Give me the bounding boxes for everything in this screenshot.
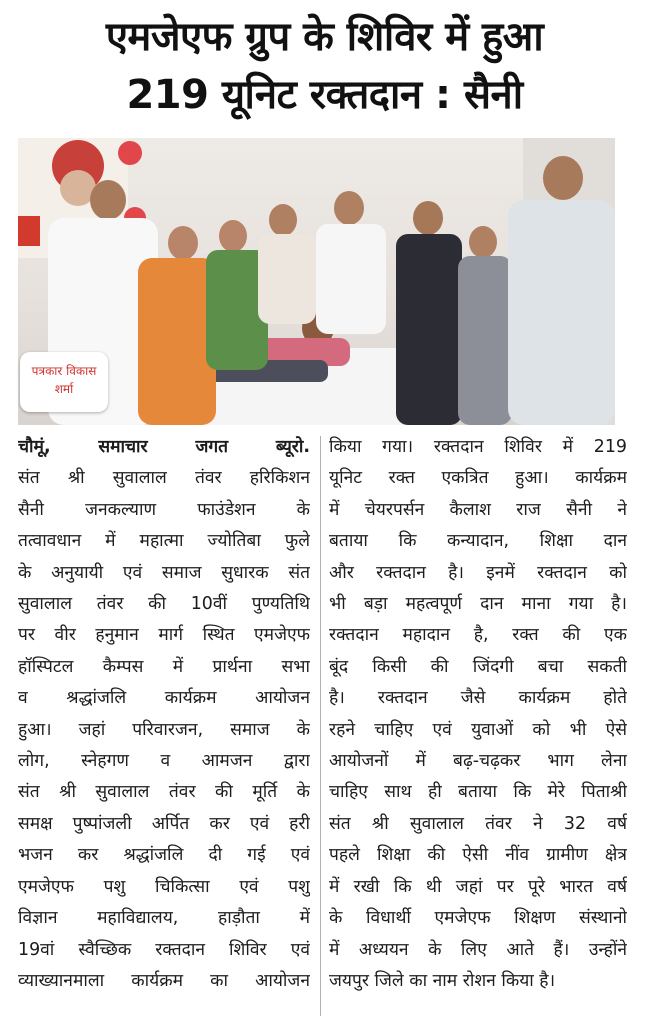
article-body [18,432,633,1024]
balloon-red [118,141,142,165]
article-line: भी बड़ा महत्वपूर्ण दान माना गया है। [329,594,627,615]
article-line: हॉस्पिटल कैम्पस में प्रार्थना सभा [18,656,310,677]
article-line: बूंद किसी की जिंदगी बचा सकती [329,656,627,677]
article-line: और रक्तदान है। इनमें रक्तदान को [329,562,627,583]
article-line: में रखी कि थी जहां पर पूरे भारत वर्ष [329,876,627,897]
article-line: व्याख्यानमाला कार्यक्रम का आयोजन [18,970,310,991]
headline [0,8,649,124]
article-line: 19वां स्वैच्छिक रक्तदान शिविर एवं [18,939,310,960]
article-line: समक्ष पुष्पांजली अर्पित कर एवं हरी [18,813,310,834]
article-line: भजन कर श्रद्धांजलि दी गई एवं [18,845,310,866]
article-line: बताया कि कन्यादान, शिक्षा दान [329,531,627,552]
column-divider [320,436,321,1016]
headline-line-2: 219 यूनिट रक्तदान : सैनी [126,72,523,118]
article-line: संत श्री सुवालाल तंवर हरिकिशन [18,468,310,489]
article-line: के अनुयायी एवं समाज सुधारक संत [18,562,310,583]
headline-line-1: एमजेएफ ग्रुप के शिविर में हुआ [105,14,544,60]
person-black-shirt [396,201,462,425]
photo-credit-line-1: पत्रकार विकास [31,364,97,378]
article-line: पहले शिक्षा की ऐसी नींव ग्रामीण क्षेत्र [329,845,627,866]
dateline: चौमूं, समाचार जगत ब्यूरो. [18,437,310,457]
article-line: पर वीर हनुमान मार्ग स्थित एमजेएफ [18,625,310,646]
article-line: चाहिए साथ ही बताया कि मेरे पिताश्री [329,782,627,803]
article-line: हुआ। जहां परिवारजन, समाज के [18,719,310,740]
person-white-kurta [316,191,386,334]
article-line: रहने चाहिए एवं युवाओं को भी ऐसे [329,719,627,740]
article-line: व श्रद्धांजलि कार्यक्रम आयोजन [18,688,310,709]
article-line: सैनी जनकल्याण फाउंडेशन के [18,499,310,520]
article-line: एमजेएफ पशु चिकित्सा एवं पशु [18,876,310,897]
photo-credit-line-2: शर्मा [54,382,74,396]
article-line: विज्ञान महाविद्यालय, हाड़ौता में [18,908,310,929]
poster-banner [18,216,40,246]
article-line: के विधार्थी एमजेएफ शिक्षण संस्थानो [329,908,627,929]
article-line: किया गया। रक्तदान शिविर में 219 [329,437,627,457]
article-line: में अध्ययन के लिए आते हैं। उन्होंने [329,939,627,960]
article-line: संत श्री सुवालाल तंवर की मूर्ति के [18,782,310,803]
article-line: यूनिट रक्त एकत्रित हुआ। कार्यक्रम [329,468,627,489]
person-grey-saree [458,226,512,425]
photo-credit-badge [20,352,108,412]
article-line: आयोजनों में बढ़-चढ़कर भाग लेना [329,751,627,772]
article-line: में चेयरपर्सन कैलाश राज सैनी ने [329,499,627,520]
article-column-right [329,432,627,997]
article-line: लोग, स्नेहगण व आमजन द्वारा [18,751,310,772]
article-column-left [18,432,310,997]
person-beige-shirt [258,204,316,324]
article-line: जयपुर जिले का नाम रोशन किया है। [329,970,556,991]
article-line: रक्तदान महादान है, रक्त की एक [329,625,627,646]
article-line: सुवालाल तंवर की 10वीं पुण्यतिथि [18,594,310,615]
article-line: संत श्री सुवालाल तंवर ने 32 वर्ष [329,813,627,834]
article-line: तत्वावधान में महात्मा ज्योतिबा फुले [18,531,310,552]
article-line: है। रक्तदान जैसे कार्यक्रम होते [329,688,627,709]
